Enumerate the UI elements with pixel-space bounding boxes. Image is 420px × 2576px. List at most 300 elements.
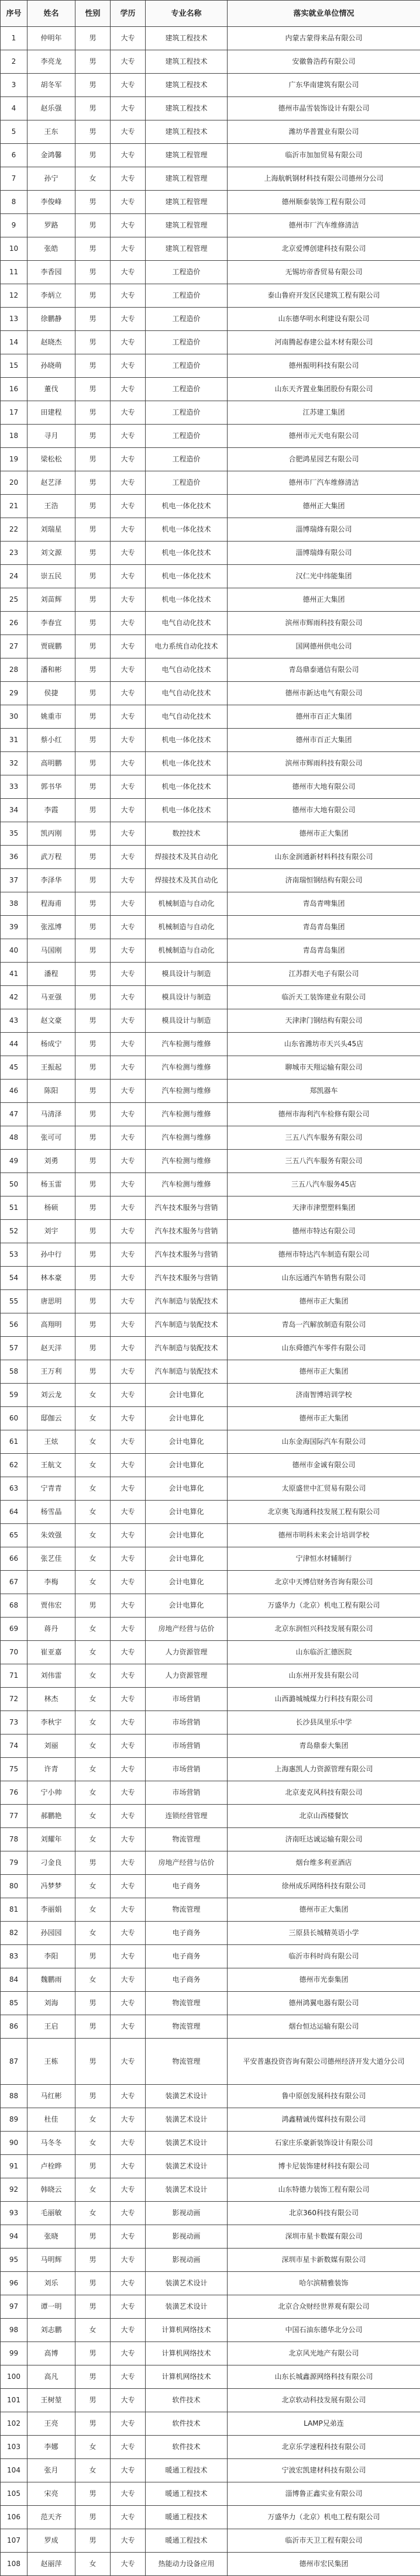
cell-employer: 江苏群天电子有限公司 [228, 963, 420, 986]
table-row [1, 1290, 420, 1313]
cell-seq: 82 [1, 1922, 27, 1945]
cell-gender: 男 [75, 846, 111, 869]
cell-seq: 106 [1, 2506, 27, 2529]
cell-gender: 男 [75, 97, 111, 120]
cell-gender: 男 [75, 612, 111, 635]
cell-major: 汽车制造与装配技术 [146, 1360, 228, 1384]
cell-seq: 29 [1, 682, 27, 705]
cell-seq: 19 [1, 448, 27, 471]
cell-employer: 北京奥飞海通科技发展工程有限公司 [228, 1501, 420, 1524]
cell-employer: 天津市津塑塑料集团 [228, 1196, 420, 1220]
cell-gender: 男 [75, 2039, 111, 2085]
cell-education: 大专 [111, 1220, 146, 1243]
cell-gender: 男 [75, 729, 111, 752]
cell-seq: 80 [1, 1875, 27, 1898]
cell-education: 大专 [111, 1243, 146, 1267]
cell-major: 汽车检测与维修 [146, 1173, 228, 1196]
cell-seq: 65 [1, 1524, 27, 1547]
cell-employer: 德州市大地有限公司 [228, 775, 420, 799]
cell-name: 徐鹏静 [27, 308, 75, 331]
cell-name: 郝鹏艳 [27, 1805, 75, 1828]
cell-education: 大专 [111, 1618, 146, 1641]
cell-gender: 男 [75, 2365, 111, 2389]
cell-education: 大专 [111, 2249, 146, 2272]
cell-seq: 48 [1, 1126, 27, 1150]
cell-education: 大专 [111, 1945, 146, 1968]
cell-gender: 女 [75, 2553, 111, 2576]
cell-seq: 3 [1, 74, 27, 97]
cell-seq: 47 [1, 1103, 27, 1126]
cell-major: 汽车检测与维修 [146, 1150, 228, 1173]
cell-seq: 90 [1, 2132, 27, 2155]
cell-name: 李霞 [27, 799, 75, 822]
cell-employer: 德州市特达有限公司 [228, 1220, 420, 1243]
table-row [1, 2155, 420, 2178]
cell-seq: 4 [1, 97, 27, 120]
cell-name: 宋亮 [27, 2482, 75, 2506]
table-row [1, 565, 420, 588]
cell-major: 电气自动化技术 [146, 612, 228, 635]
cell-seq: 41 [1, 963, 27, 986]
cell-education: 大专 [111, 682, 146, 705]
cell-name: 赵丽萍 [27, 2553, 75, 2576]
cell-gender: 男 [75, 1080, 111, 1103]
cell-major: 市场营销 [146, 1711, 228, 1734]
cell-gender: 男 [75, 331, 111, 354]
cell-gender: 男 [75, 401, 111, 425]
cell-gender: 男 [75, 2506, 111, 2529]
cell-major: 工程造价 [146, 331, 228, 354]
cell-education: 大专 [111, 74, 146, 97]
cell-seq: 34 [1, 799, 27, 822]
cell-employer: 内蒙古蒙得来品有限公司 [228, 27, 420, 50]
cell-education: 大专 [111, 1126, 146, 1150]
cell-employer: 山西潞城城煤力行科技有限公司 [228, 1688, 420, 1711]
cell-gender: 女 [75, 2459, 111, 2482]
cell-major: 会计电算化 [146, 1407, 228, 1430]
cell-major: 焊接技术及其自动化 [146, 846, 228, 869]
cell-education: 大专 [111, 2553, 146, 2576]
cell-name: 刘志鹏 [27, 2319, 75, 2342]
cell-seq: 59 [1, 1384, 27, 1407]
cell-gender: 男 [75, 2249, 111, 2272]
cell-gender: 女 [75, 1828, 111, 1851]
cell-education: 大专 [111, 2529, 146, 2553]
cell-education: 大专 [111, 144, 146, 167]
cell-seq: 42 [1, 986, 27, 1009]
cell-gender: 女 [75, 1922, 111, 1945]
cell-education: 大专 [111, 939, 146, 963]
cell-gender: 男 [75, 261, 111, 284]
cell-major: 机电一体化技术 [146, 799, 228, 822]
cell-employer: 烟台维多利亚酒店 [228, 1851, 420, 1875]
cell-major: 市场营销 [146, 1781, 228, 1805]
cell-major: 影视动画 [146, 2225, 228, 2249]
cell-seq: 33 [1, 775, 27, 799]
cell-major: 装潢艺术设计 [146, 2272, 228, 2295]
cell-name: 梁松松 [27, 448, 75, 471]
cell-gender: 男 [75, 822, 111, 846]
cell-employer: 临沂天工装饰建业有限公司 [228, 986, 420, 1009]
cell-employer: 德州市宏民集团 [228, 2553, 420, 2576]
cell-name: 王树堃 [27, 2389, 75, 2412]
cell-education: 大专 [111, 588, 146, 612]
cell-seq: 18 [1, 425, 27, 448]
cell-employer: 德州市光泰集团 [228, 1968, 420, 1992]
cell-education: 大专 [111, 846, 146, 869]
table-row [1, 1501, 420, 1524]
cell-major: 汽车技术服务与营销 [146, 1267, 228, 1290]
cell-name: 贾伟宏 [27, 1594, 75, 1618]
cell-name: 蔡小红 [27, 729, 75, 752]
table-row [1, 1430, 420, 1454]
cell-employer: 德州市特达汽车制造有限公司 [228, 1243, 420, 1267]
cell-employer: 德州市厂汽车维修清洁 [228, 214, 420, 237]
cell-education: 大专 [111, 2365, 146, 2389]
header-name: 姓名 [27, 1, 75, 27]
cell-gender: 女 [75, 1477, 111, 1501]
cell-employer: 鸿鑫精诚传媒科技有限公司 [228, 2108, 420, 2132]
cell-education: 大专 [111, 237, 146, 261]
cell-major: 汽车制造与装配技术 [146, 1337, 228, 1360]
cell-education: 大专 [111, 1454, 146, 1477]
table-row [1, 50, 420, 74]
cell-employer: 青岛鼎泰通信有限公司 [228, 658, 420, 682]
cell-gender: 男 [75, 1220, 111, 1243]
cell-name: 许青 [27, 1758, 75, 1781]
cell-education: 大专 [111, 1851, 146, 1875]
cell-major: 会计电算化 [146, 1571, 228, 1594]
cell-seq: 40 [1, 939, 27, 963]
cell-employer: 宁波宏凯建材科技有限公司 [228, 2459, 420, 2482]
cell-major: 装潢艺术设计 [146, 2132, 228, 2155]
cell-major: 电子商务 [146, 1875, 228, 1898]
cell-name: 刘苗辉 [27, 588, 75, 612]
cell-seq: 50 [1, 1173, 27, 1196]
cell-education: 大专 [111, 2389, 146, 2412]
cell-gender: 男 [75, 1126, 111, 1150]
cell-seq: 94 [1, 2225, 27, 2249]
cell-seq: 14 [1, 331, 27, 354]
cell-seq: 10 [1, 237, 27, 261]
table-row [1, 144, 420, 167]
cell-education: 大专 [111, 1641, 146, 1664]
table-row [1, 1056, 420, 1080]
cell-name: 刘伟雷 [27, 1664, 75, 1688]
table-row [1, 1968, 420, 1992]
cell-gender: 男 [75, 495, 111, 518]
table-row [1, 1150, 420, 1173]
table-row [1, 401, 420, 425]
cell-employer: 北京山西楼餐饮 [228, 1805, 420, 1828]
cell-education: 大专 [111, 1173, 146, 1196]
cell-major: 会计电算化 [146, 1477, 228, 1501]
cell-employer: 德州市厂汽车维修清洁 [228, 471, 420, 495]
cell-gender: 男 [75, 1009, 111, 1033]
cell-education: 大专 [111, 1711, 146, 1734]
cell-major: 工程造价 [146, 308, 228, 331]
cell-major: 建筑工程管理 [146, 144, 228, 167]
cell-gender: 男 [75, 191, 111, 214]
cell-major: 机电一体化技术 [146, 752, 228, 775]
cell-employer: 德州市元天电有限公司 [228, 425, 420, 448]
table-row [1, 1711, 420, 1734]
cell-seq: 53 [1, 1243, 27, 1267]
cell-name: 刘勇 [27, 1150, 75, 1173]
cell-education: 大专 [111, 518, 146, 542]
cell-employer: 青岛一汽解放制造有限公司 [228, 1313, 420, 1337]
cell-seq: 100 [1, 2365, 27, 2389]
table-row [1, 2365, 420, 2389]
cell-major: 物流管理 [146, 1898, 228, 1922]
table-row [1, 1805, 420, 1828]
cell-employer: 北京风光地产有限公司 [228, 2342, 420, 2365]
table-row [1, 1009, 420, 1033]
cell-seq: 20 [1, 471, 27, 495]
cell-seq: 5 [1, 120, 27, 144]
cell-gender: 女 [75, 1384, 111, 1407]
cell-major: 电气自动化技术 [146, 658, 228, 682]
table-row [1, 1875, 420, 1898]
table-body [1, 27, 420, 2576]
cell-employer: 合肥鸿星园艺有限公司 [228, 448, 420, 471]
cell-education: 大专 [111, 892, 146, 916]
cell-employer: 德州市正大集团 [228, 1898, 420, 1922]
cell-name: 刘宇 [27, 1220, 75, 1243]
table-row [1, 1103, 420, 1126]
cell-employer: 北京爱博创建科技有限公司 [228, 237, 420, 261]
table-row [1, 1547, 420, 1571]
cell-gender: 男 [75, 27, 111, 50]
table-row [1, 986, 420, 1009]
cell-major: 建筑工程技术 [146, 27, 228, 50]
cell-seq: 85 [1, 1992, 27, 2015]
cell-employer: 德州市大地有限公司 [228, 799, 420, 822]
cell-major: 建筑工程管理 [146, 214, 228, 237]
table-row [1, 1992, 420, 2015]
table-row [1, 308, 420, 331]
cell-education: 大专 [111, 1360, 146, 1384]
cell-employer: 万盛华力（北京）机电工程有限公司 [228, 2506, 420, 2529]
cell-major: 影视动画 [146, 2249, 228, 2272]
cell-gender: 女 [75, 1664, 111, 1688]
cell-gender: 男 [75, 939, 111, 963]
cell-name: 宁青青 [27, 1477, 75, 1501]
cell-education: 大专 [111, 986, 146, 1009]
cell-education: 大专 [111, 2412, 146, 2436]
cell-name: 潘程 [27, 963, 75, 986]
cell-gender: 男 [75, 471, 111, 495]
cell-seq: 11 [1, 261, 27, 284]
cell-employer: 国网德州供电公司 [228, 635, 420, 658]
cell-education: 大专 [111, 1968, 146, 1992]
cell-gender: 女 [75, 1734, 111, 1758]
cell-major: 机械制造与自动化 [146, 939, 228, 963]
cell-employer: 德州鸿翼电器有限公司 [228, 1992, 420, 2015]
cell-gender: 男 [75, 588, 111, 612]
cell-education: 大专 [111, 916, 146, 939]
table-row [1, 1618, 420, 1641]
cell-major: 软件技术 [146, 2389, 228, 2412]
cell-seq: 26 [1, 612, 27, 635]
cell-gender: 女 [75, 1758, 111, 1781]
cell-gender: 男 [75, 308, 111, 331]
cell-employer: 中国石油东德华北分公司 [228, 2319, 420, 2342]
cell-gender: 男 [75, 1337, 111, 1360]
cell-seq: 51 [1, 1196, 27, 1220]
cell-employer: 淄博瑞烽有限公司 [228, 518, 420, 542]
cell-seq: 38 [1, 892, 27, 916]
cell-seq: 64 [1, 1501, 27, 1524]
cell-seq: 105 [1, 2482, 27, 2506]
cell-major: 汽车技术服务与营销 [146, 1243, 228, 1267]
cell-major: 市场营销 [146, 1734, 228, 1758]
cell-name: 侯捷 [27, 682, 75, 705]
table-row [1, 588, 420, 612]
cell-name: 刘云龙 [27, 1384, 75, 1407]
cell-seq: 63 [1, 1477, 27, 1501]
cell-employer: 上海航帆钢材科技有限公司德州分公司 [228, 167, 420, 191]
cell-seq: 87 [1, 2039, 27, 2085]
cell-seq: 16 [1, 378, 27, 401]
cell-gender: 女 [75, 1641, 111, 1664]
cell-name: 赵文豪 [27, 1009, 75, 1033]
cell-gender: 男 [75, 1196, 111, 1220]
cell-major: 机电一体化技术 [146, 542, 228, 565]
cell-education: 大专 [111, 799, 146, 822]
cell-seq: 74 [1, 1734, 27, 1758]
cell-employer: 上海惠凯人力资源管理有限公司 [228, 1758, 420, 1781]
cell-seq: 22 [1, 518, 27, 542]
cell-employer: 山东金海国际汽车有限公司 [228, 1430, 420, 1454]
cell-employer: 德州市百正大集团 [228, 729, 420, 752]
cell-name: 罗成 [27, 2529, 75, 2553]
cell-gender: 男 [75, 658, 111, 682]
cell-seq: 89 [1, 2108, 27, 2132]
table-row [1, 471, 420, 495]
cell-major: 会计电算化 [146, 1501, 228, 1524]
cell-major: 机电一体化技术 [146, 588, 228, 612]
cell-gender: 女 [75, 1571, 111, 1594]
header-education: 学历 [111, 1, 146, 27]
cell-name: 胡冬军 [27, 74, 75, 97]
cell-education: 大专 [111, 495, 146, 518]
cell-education: 大专 [111, 2039, 146, 2085]
cell-name: 凯丙刚 [27, 822, 75, 846]
cell-employer: 鲁中原创发展科技有限公司 [228, 2085, 420, 2108]
cell-major: 模具设计与制造 [146, 1009, 228, 1033]
cell-name: 高翔明 [27, 1313, 75, 1337]
cell-name: 崔亚嘉 [27, 1641, 75, 1664]
cell-education: 大专 [111, 2482, 146, 2506]
cell-education: 大专 [111, 1594, 146, 1618]
cell-seq: 102 [1, 2412, 27, 2436]
table-row [1, 191, 420, 214]
cell-education: 大专 [111, 1033, 146, 1056]
cell-seq: 95 [1, 2249, 27, 2272]
cell-gender: 女 [75, 1454, 111, 1477]
cell-education: 大专 [111, 1150, 146, 1173]
table-row [1, 1126, 420, 1150]
cell-gender: 女 [75, 167, 111, 191]
cell-employer: 泰山鲁府开发区民建筑工程有限公司 [228, 284, 420, 308]
cell-employer: 万盛华力（北京）机电工程有限公司 [228, 1594, 420, 1618]
cell-employer: 青岛青啤集团 [228, 892, 420, 916]
cell-education: 大专 [111, 425, 146, 448]
cell-education: 大专 [111, 658, 146, 682]
cell-employer: 德州顺泰装饰工程有限公司 [228, 191, 420, 214]
cell-gender: 女 [75, 1805, 111, 1828]
cell-name: 刘耀年 [27, 1828, 75, 1851]
cell-major: 物流管理 [146, 2039, 228, 2085]
cell-name: 张艺佳 [27, 1547, 75, 1571]
cell-education: 大专 [111, 120, 146, 144]
cell-major: 工程造价 [146, 471, 228, 495]
cell-gender: 男 [75, 354, 111, 378]
table-row [1, 752, 420, 775]
cell-name: 杨成宁 [27, 1033, 75, 1056]
cell-gender: 男 [75, 237, 111, 261]
cell-education: 大专 [111, 1734, 146, 1758]
cell-major: 汽车检测与维修 [146, 1080, 228, 1103]
cell-gender: 男 [75, 144, 111, 167]
cell-employer: 太原盛世中汇贸易有限公司 [228, 1477, 420, 1501]
cell-major: 机械制造与自动化 [146, 892, 228, 916]
cell-major: 工程造价 [146, 448, 228, 471]
cell-seq: 37 [1, 869, 27, 892]
cell-major: 电气自动化技术 [146, 705, 228, 729]
cell-name: 董伐 [27, 378, 75, 401]
cell-name: 唐思明 [27, 1290, 75, 1313]
cell-seq: 45 [1, 1056, 27, 1080]
cell-education: 大专 [111, 1992, 146, 2015]
table-row [1, 1173, 420, 1196]
cell-seq: 92 [1, 2178, 27, 2202]
table-row [1, 2389, 420, 2412]
cell-gender: 女 [75, 2319, 111, 2342]
cell-name: 杨雪晶 [27, 1501, 75, 1524]
cell-major: 会计电算化 [146, 1454, 228, 1477]
cell-name: 陈阳 [27, 1080, 75, 1103]
cell-employer: 北京软动科技发展有限公司 [228, 2389, 420, 2412]
cell-gender: 女 [75, 1407, 111, 1430]
cell-employer: 长沙县凤里乐中学 [228, 1711, 420, 1734]
table-row [1, 1360, 420, 1384]
cell-education: 大专 [111, 2459, 146, 2482]
cell-gender: 男 [75, 1313, 111, 1337]
cell-name: 王栋 [27, 2039, 75, 2085]
cell-education: 大专 [111, 1875, 146, 1898]
cell-major: 数控技术 [146, 822, 228, 846]
cell-major: 机电一体化技术 [146, 495, 228, 518]
cell-name: 孙宁 [27, 167, 75, 191]
table-row [1, 425, 420, 448]
cell-major: 会计电算化 [146, 1430, 228, 1454]
table-row [1, 495, 420, 518]
cell-gender: 男 [75, 1267, 111, 1290]
table-row [1, 74, 420, 97]
table-row [1, 1337, 420, 1360]
cell-employer: 无锡坊帝香贸易有限公司 [228, 261, 420, 284]
cell-major: 建筑工程技术 [146, 50, 228, 74]
table-row [1, 2178, 420, 2202]
cell-major: 汽车检测与维修 [146, 1033, 228, 1056]
cell-major: 暖通工程技术 [146, 2506, 228, 2529]
cell-seq: 13 [1, 308, 27, 331]
cell-gender: 男 [75, 2272, 111, 2295]
cell-name: 程海甫 [27, 892, 75, 916]
cell-education: 大专 [111, 2108, 146, 2132]
